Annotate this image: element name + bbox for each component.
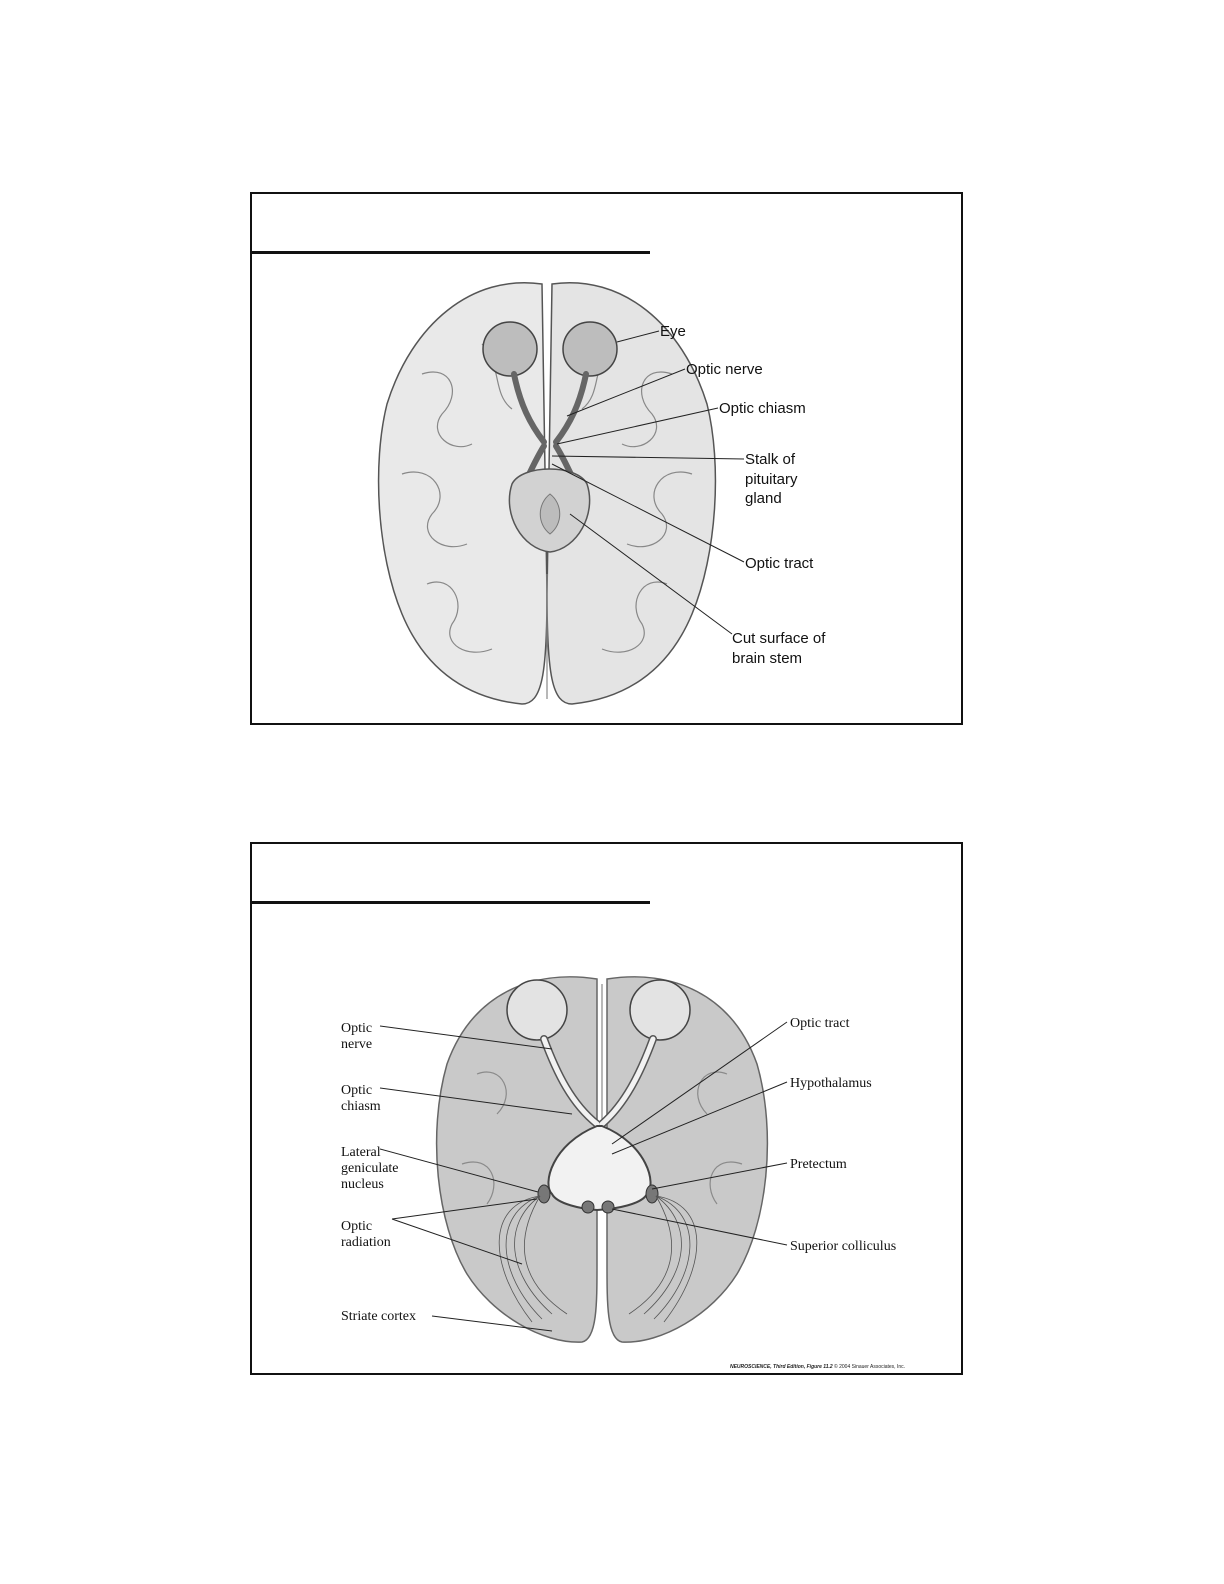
- slide-top: [250, 192, 963, 725]
- label-stalk-line1: Stalk of: [745, 451, 796, 468]
- right-eye: [630, 980, 690, 1040]
- credit-copyright: © 2004 Sinauer Associates, Inc.: [834, 1364, 905, 1370]
- label-striate-cortex: Striate cortex: [341, 1309, 417, 1324]
- label-optic-nerve-line2: nerve: [341, 1037, 373, 1052]
- label-pretectum: Pretectum: [790, 1157, 847, 1172]
- figure-credit: [730, 1364, 905, 1370]
- label-hypothalamus: Hypothalamus: [790, 1076, 872, 1091]
- label-optic-chiasm-line2: chiasm: [341, 1099, 381, 1114]
- slide-bottom: [250, 842, 963, 1375]
- label-optic-radiation-line2: radiation: [341, 1235, 391, 1250]
- label-optic-tract: Optic tract: [790, 1016, 850, 1031]
- left-eye: [507, 980, 567, 1040]
- label-lgn-line1: Lateral: [341, 1145, 381, 1160]
- label-cut-surface-line1: Cut surface of: [732, 630, 826, 647]
- label-stalk-line3: gland: [745, 490, 782, 507]
- superior-colliculus-left: [582, 1201, 594, 1213]
- left-lateral-geniculate-nucleus: [538, 1185, 550, 1203]
- label-optic-nerve-line1: Optic: [341, 1021, 373, 1036]
- brain-ventral-view-illustration: [252, 194, 961, 723]
- label-stalk-line2: pituitary: [745, 471, 798, 488]
- superior-colliculus-right: [602, 1201, 614, 1213]
- label-lgn-line2: geniculate: [341, 1161, 399, 1176]
- label-optic-radiation-line1: Optic: [341, 1219, 373, 1234]
- right-eye: [563, 322, 617, 376]
- label-eye: Eye: [660, 323, 686, 340]
- credit-book: NEUROSCIENCE, Third Edition, Figure 11.2: [729, 1364, 833, 1370]
- left-eye: [483, 322, 537, 376]
- label-cut-surface-line2: brain stem: [732, 650, 803, 667]
- label-optic-chiasm-line1: Optic: [341, 1083, 373, 1098]
- label-lgn-line3: nucleus: [341, 1177, 384, 1192]
- visual-pathway-diagram: [252, 844, 961, 1373]
- label-optic-chiasm: Optic chiasm: [719, 400, 806, 417]
- label-optic-nerve: Optic nerve: [686, 361, 763, 378]
- label-superior-colliculus: Superior colliculus: [790, 1239, 897, 1254]
- label-optic-tract: Optic tract: [745, 555, 814, 572]
